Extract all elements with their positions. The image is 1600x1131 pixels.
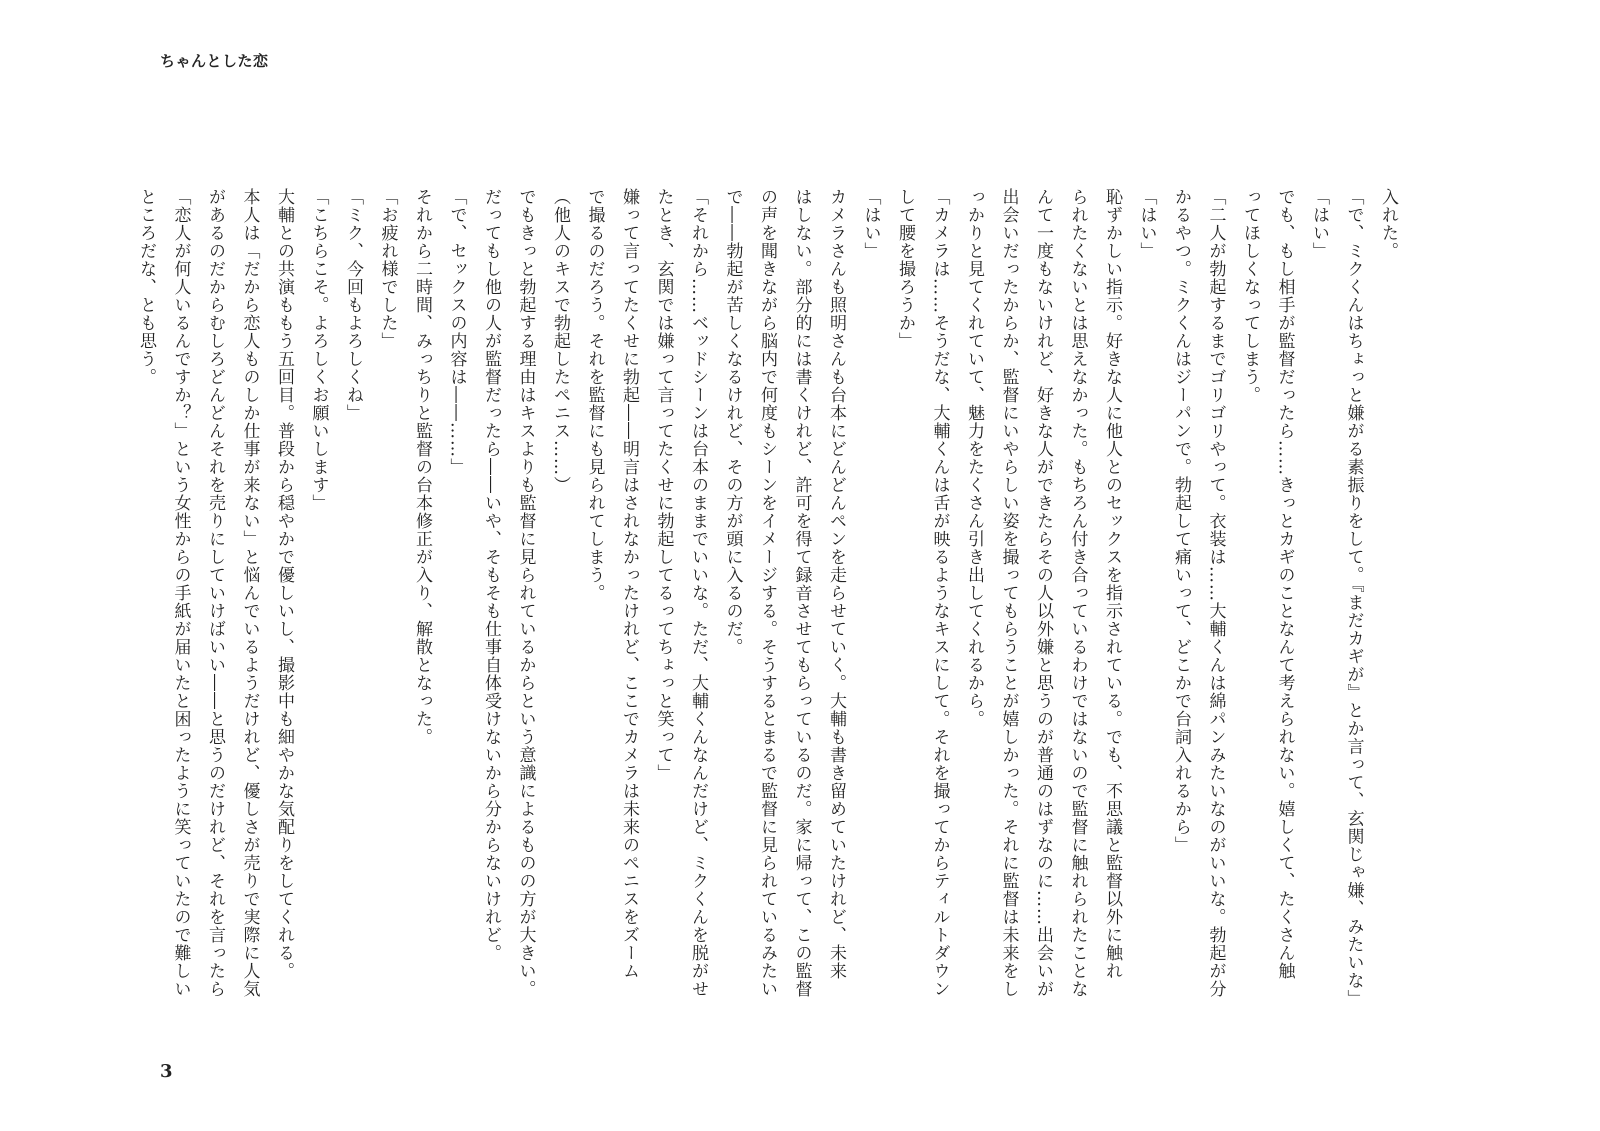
text-line: 恥ずかしい指示。好きな人に他人とのセックスを指示されている。でも、不思議と監督以外に触れ [1102,188,1122,980]
text-line: たとき、玄関では嫌って言ってたくせに勃起してるってちょっと笑って」 [653,188,674,782]
text-line: 本人は「だから恋人ものしか仕事が来ない」と悩んでいるようだけれど、優しさが売りで実際に人気 [239,188,260,998]
text-line: 「はい」 [860,188,881,260]
running-title: ちゃんとした恋 [160,52,269,70]
text-line: 「で、ミクくんはちょっと嫌がる素振りをして。『まだカギが』とか言って、玄関じゃ嫌、みたいな」 [1343,188,1364,1008]
text-line: かるやつ。ミクくんはジーパンで。勃起して痛いって、どこかで台詞入れるから」 [1171,188,1191,854]
text-line: でもきっと勃起する理由はキスよりも監督に見られているからという意識によるものの方が大きい。 [515,188,536,998]
text-line: 入れた。 [1378,188,1398,260]
text-line: はしない。部分的には書くけれど、許可を得て録音させてもらっているのだ。家に帰って、この監督 [791,188,812,998]
text-line: 嫌って言ってたくせに勃起――明言はされなかったけれど、ここでカメラは未来のペニスをズーム [619,188,639,980]
text-line: （他人のキスで勃起したペニス……） [550,188,570,494]
text-line: 「はい」 [1136,188,1157,260]
text-line: があるのだからむしろどんどんそれを売りにしていけばいい――と思うのだけれど、それを言ったら [205,188,225,998]
text-line: 「ミク、今回もよろしくね」 [343,188,363,422]
page-number: 3 [160,1061,173,1082]
text-line: 「それから……ベッドシーンは台本のままでいいな。ただ、大輔くんなんだけど、ミクくんを脱がせ [688,188,708,998]
text-line: られたくないとは思えなかった。もちろん付き合っているわけではないので監督に触れられたことな [1067,188,1088,998]
text-line: で――勃起が苦しくなるけれど、その方が頭に入るのだ。 [722,188,743,656]
text-line: んて一度もないけれど、好きな人ができたらその人以外嫌と思うのが普通のはずなのに……出会いが [1033,188,1053,998]
text-line: だってもし他の人が監督だったら――いや、そもそも仕事自体受けないから分からないけれど。 [481,188,501,962]
text-line: でも、もし相手が監督だったら……きっとカギのことなんて考えられない。嬉しくて、たくさん触 [1274,188,1295,980]
text-line: 出会いだったからか、監督にいやらしい姿を撮ってもらうことが嬉しかった。それに監督は未来をし [998,188,1019,998]
text-line: 「二人が勃起するまでゴリゴリやって。衣装は……大輔くんは綿パンみたいなのがいいな。勃起が分 [1205,188,1226,998]
text-line: の声を聞きながら脳内で何度もシーンをイメージする。そうするとまるで監督に見られているみたい [757,188,777,998]
text-line: ってほしくなってしまう。 [1240,188,1260,404]
text-line: 「こちらこそ。よろしくお願いします」 [308,188,329,512]
text-line: ところだな、とも思う。 [136,188,156,386]
text-line: 大輔との共演ももう五回目。普段から穏やかで優しいし、撮影中も細やかな気配りをしてくれる。 [274,188,294,980]
text-line: 「で、セックスの内容は――……」 [446,188,467,476]
text-line: して腰を撮ろうか」 [895,188,915,350]
text-line: 「はい」 [1309,188,1329,260]
text-line: 「カメラは……そうだな、大輔くんは舌が映るようなキスにして。それを撮ってからティルトダウン [929,188,950,998]
body-text [129,188,1406,1008]
text-line: で撮るのだろう。それを監督にも見られてしまう。 [584,188,605,602]
text-line: っかりと見てくれていて、魅力をたくさん引き出してくれるから。 [964,188,984,728]
text-line: カメラさんも照明さんも台本にどんどんペンを走らせていく。大輔も書き留めていたけれど、未来 [826,188,846,980]
text-line: それから二時間、みっちりと監督の台本修正が入り、解散となった。 [412,188,432,746]
text-line: 「恋人が何人いるんですか？」という女性からの手紙が届いたと困ったように笑っていたので難しい [170,188,191,998]
text-line: 「お疲れ様でした」 [377,188,398,350]
